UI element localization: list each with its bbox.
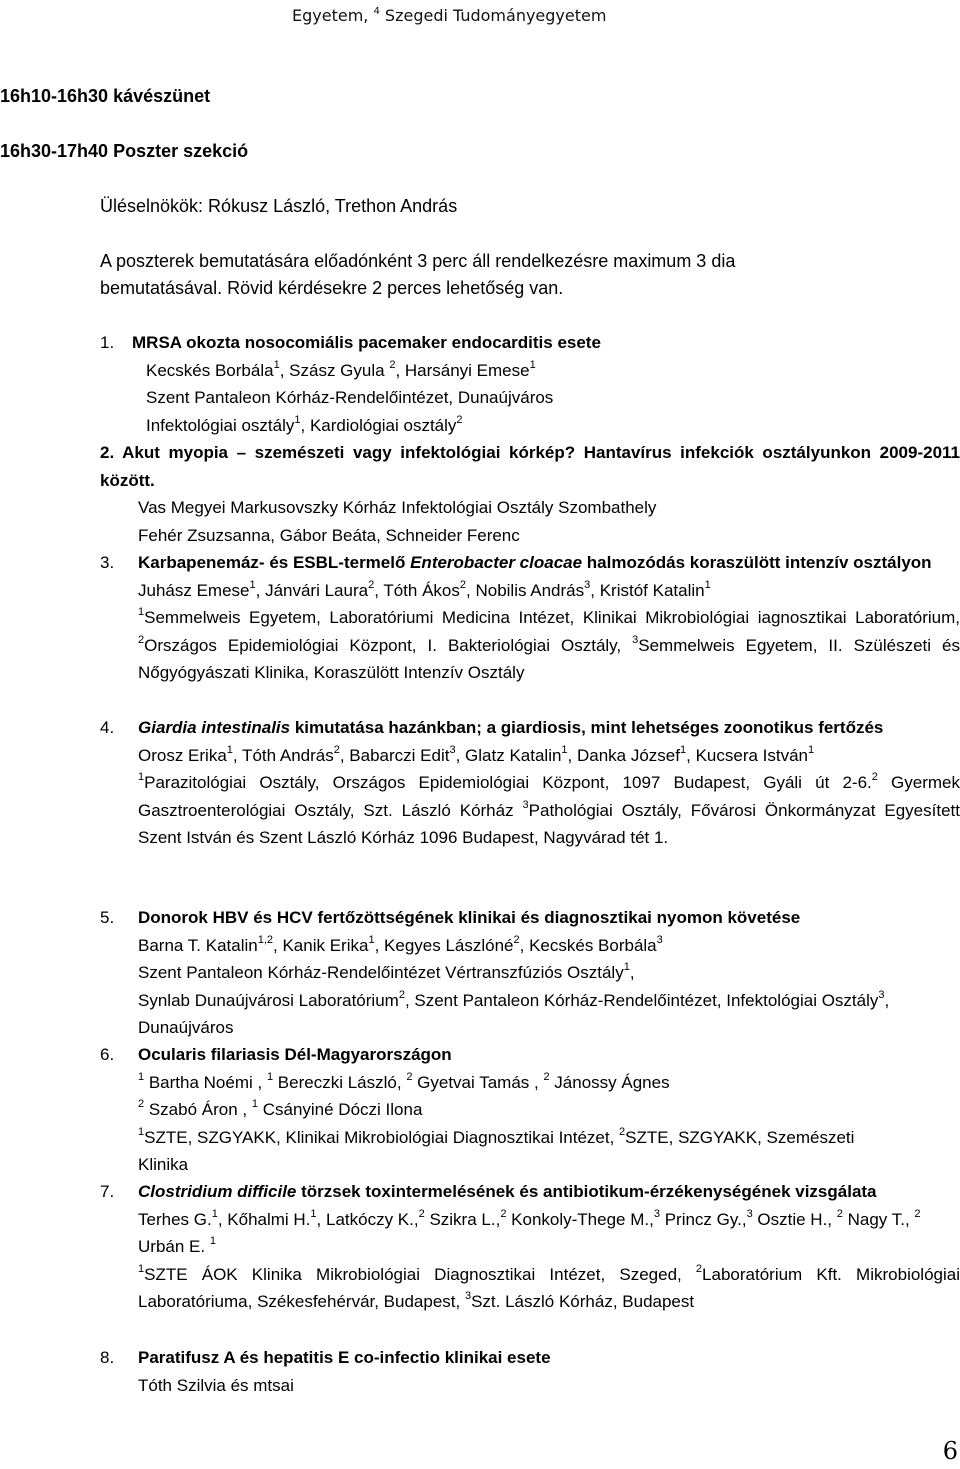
item-authors: Fehér Zsuzsanna, Gábor Beáta, Schneider Ferenc (138, 525, 520, 545)
poster-item-3 (100, 549, 960, 687)
item-departments: Infektológiai osztály$^1$, Kardiológiai osztály$^2$ (146, 413, 463, 435)
schedule-break: 16h10-16h30 kávészünet (0, 86, 211, 106)
running-header: Egyetem, $^4$ Szegedi Tudományegyetem (292, 5, 607, 25)
item-title: Clostridium difficile törzsek toxintermelésének és antibiotikum-érzékenységének vizsgálata (138, 1182, 877, 1201)
item-title: Giardia intestinalis kimutatása hazánkban; a giardiosis, mint lehetséges zoonotikus fertőzés (138, 718, 884, 737)
poster-item-2 (100, 439, 960, 549)
item-affiliations: $^1$SZTE ÁOK Klinika Mikrobiológiai Diagnosztikai Intézet, Szeged, $^2$Laboratórium Kft. Mikrobiológiai Laboratóriuma, Székesfehérvár, Budapest, $^3$Szt. László Kórház, Budapest (138, 1262, 960, 1311)
poster-item-4 (100, 714, 960, 852)
item-authors: Orosz Erika$^1$, Tóth András$^2$, Babarczi Edit$^3$, Glatz Katalin$^1$, Danka József$^1$, Kucsera István$^1$ (138, 743, 815, 765)
item-number: 1. (100, 333, 115, 352)
item-authors: Juhász Emese$^1$, Jánvári Laura$^2$, Tóth Ákos$^2$, Nobilis András$^3$, Kristóf Katalin$^1$ (138, 578, 711, 600)
poster-item-6 (100, 1041, 960, 1179)
item-title: Paratifusz A és hepatitis E co-infectio klinikai esete (138, 1348, 551, 1367)
schedule-poster-session: 16h30-17h40 Poszter szekció (0, 141, 249, 161)
item-affiliation: Szent Pantaleon Kórház-Rendelőintézet, Dunaújváros (146, 388, 554, 407)
item-title: Donorok HBV és HCV fertőzöttségének klinikai és diagnosztikai nyomon követése (138, 908, 801, 927)
page-number: 6 (942, 1437, 958, 1465)
item-title: MRSA okozta nosocomiális pacemaker endocarditis esete (132, 333, 601, 352)
item-title: 2. Akut myopia – szemészeti vagy infektológiai kórkép? Hantavírus infekciók osztályunkon 2009-2011 között. (100, 443, 960, 490)
item-title: Karbapenemáz- és ESBL-termelő Enterobacter cloacae halmozódás koraszülött intenzív osztályon (138, 553, 932, 572)
poster-item-1 (100, 329, 960, 439)
session-chairs: Üléselnökök: Rókusz László, Trethon András (100, 196, 458, 216)
item-authors-line-2: $^2$ Szabó Áron , $^1$ Csányiné Dóczi Ilona (138, 1098, 423, 1119)
item-affiliation-1: Szent Pantaleon Kórház-Rendelőintézet Vértranszfúziós Osztály$^1$, (138, 961, 635, 982)
item-number: 7. (100, 1182, 115, 1201)
item-authors: Tóth Szilvia és mtsai (138, 1375, 294, 1395)
item-affiliation: Vas Megyei Markusovszky Kórház Infektológiai Osztály Szombathely (138, 498, 657, 517)
item-number: 3. (100, 553, 115, 572)
item-authors: Barna T. Katalin$^{1,2}$, Kanik Erika$^1$, Kegyes Lászlóné$^2$, Kecskés Borbála$^3$ (138, 933, 663, 955)
item-authors: Kecskés Borbála$^1$, Szász Gyula $^2$, Harsányi Emese$^1$ (146, 358, 536, 380)
item-number: 4. (100, 718, 115, 737)
item-authors-line-1: $^1$ Bartha Noémi , $^1$ Bereczki László, $^2$ Gyetvai Tamás , $^2$ Jánossy Ágnes (138, 1070, 670, 1092)
item-authors: Terhes G.$^1$, Kőhalmi H.$^1$, Latkóczy K.,$^2$ Szikra L.,$^2$ Konkoly-Thege M.,$^3$ Princz Gy.,$^3$ Osztie H., $^2$ Nagy T., $^2$ Urbán E. $^1$ (138, 1207, 921, 1256)
item-affiliations: $^1$Semmelweis Egyetem, Laboratóriumi Medicina Intézet, Klinikai Mikrobiológiai iagnosztikai Laboratórium, $^2$Országos Epidemiológiai Központ, I. Bakteriológiai Osztály, $^3$Semmelweis Egyetem, II. Szülészeti és Nőgyógyászati Klinika, Koraszülött Intenzív Osztály (138, 606, 960, 682)
item-number: 6. (100, 1045, 115, 1064)
poster-item-8 (100, 1344, 960, 1399)
poster-item-5 (100, 904, 960, 1042)
item-title: Ocularis filariasis Dél-Magyarországon (138, 1045, 452, 1064)
item-number: 5. (100, 908, 115, 927)
item-number: 8. (100, 1348, 115, 1367)
item-affiliation-2: Synlab Dunaújvárosi Laboratórium$^2$, Szent Pantaleon Kórház-Rendelőintézet, Infektológiai Osztály$^3$, Dunaújváros (138, 988, 890, 1037)
poster-item-7 (100, 1178, 960, 1316)
intro-line-1: A poszterek bemutatására előadónként 3 perc áll rendelkezésre maximum 3 dia (100, 251, 736, 271)
item-affiliations: $^1$SZTE, SZGYAKK, Klinikai Mikrobiológiai Diagnosztikai Intézet, $^2$SZTE, SZGYAKK, Szemészeti Klinika (138, 1125, 855, 1174)
intro-line-2: bemutatásával. Rövid kérdésekre 2 perces lehetőség van. (100, 278, 564, 298)
item-affiliations: $^1$Parazitológiai Osztály, Országos Epidemiológiai Központ, 1097 Budapest, Gyáli út 2-6.$^2$ Gyermek Gasztroenterológiai Osztály, Szt. László Kórház $^3$Pathológiai Osztály, Fővárosi Önkormányzat Egyesített Szent István és Szent László Kórház 1096 Budapest, Nagyvárad tét 1. (138, 771, 960, 847)
